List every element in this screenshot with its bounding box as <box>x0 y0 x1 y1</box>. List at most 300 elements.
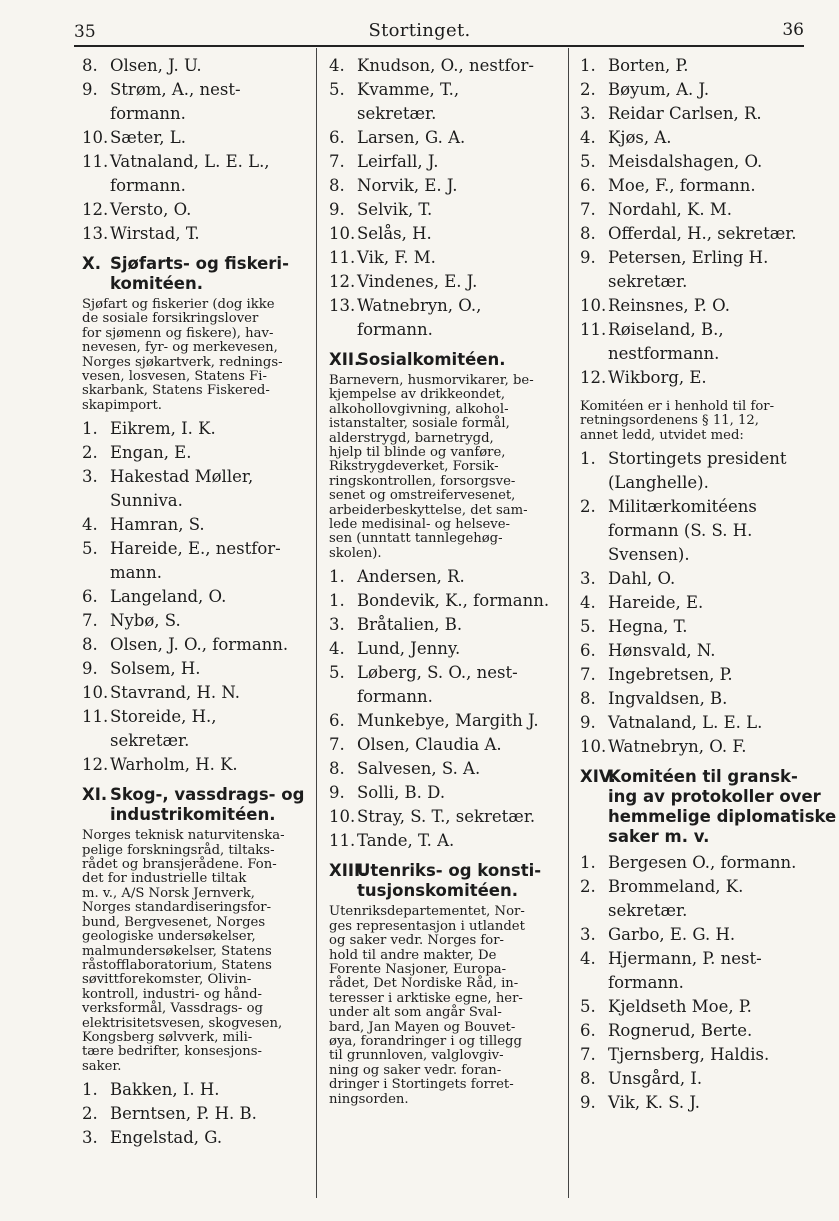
member-name: Wirstad, T. <box>110 224 200 243</box>
member-name: Larsen, G. A. <box>357 128 466 147</box>
item-number: 1. <box>580 56 596 75</box>
item-number: 12. <box>82 755 109 775</box>
text-line: ning og saker vedr. foran- <box>329 1062 502 1078</box>
column-2 <box>329 54 561 1111</box>
member-name: Bergesen O., formann. <box>608 853 797 873</box>
text-line: istanstalter, sosiale formål, <box>329 416 510 432</box>
item-number: 8. <box>329 176 345 195</box>
item-number: 7. <box>82 611 98 631</box>
member-name: Unsgård, I. <box>608 1069 703 1089</box>
list-item-continuation <box>82 561 310 585</box>
member-name: sekretær. <box>608 272 688 291</box>
list-item <box>82 54 310 78</box>
member-name: Stortingets president <box>608 449 787 469</box>
item-number: 8. <box>82 56 98 75</box>
text-line: lede medisinal- og helseve- <box>329 517 511 533</box>
list-item <box>329 294 561 318</box>
list-item-continuation <box>580 971 812 995</box>
text-line: m. v., A/S Norsk Jernverk, <box>82 885 255 901</box>
member-name: sekretær. <box>357 104 437 123</box>
list-item <box>580 687 812 711</box>
member-name: Reinsnes, P. O. <box>608 296 730 315</box>
member-name: Petersen, Erling H. <box>608 248 769 267</box>
list-item <box>580 174 812 198</box>
item-number: 4. <box>329 56 345 75</box>
item-number: 4. <box>580 128 596 147</box>
text-line: hjelp til blinde og vanføre, <box>329 445 506 461</box>
item-number: 5. <box>329 663 345 683</box>
item-number: 9. <box>580 1093 596 1113</box>
text-line: øya, forandringer i og tillegg <box>329 1033 522 1049</box>
member-name: Kvamme, T., <box>357 80 460 99</box>
member-name: Bondevik, K., formann. <box>357 591 550 611</box>
list-item <box>82 441 310 465</box>
list-item <box>580 1043 812 1067</box>
member-name: (Langhelle). <box>608 473 709 493</box>
page-header <box>0 0 839 44</box>
member-name: Ingvaldsen, B. <box>608 689 728 709</box>
list-item <box>82 609 310 633</box>
section-title <box>110 785 304 825</box>
member-name: formann. <box>357 320 433 339</box>
section-title-line: Sosialkomitéen. <box>357 350 506 369</box>
member-name: Tande, T. A. <box>357 831 455 851</box>
member-name: Bråtalien, B. <box>357 615 463 635</box>
column-divider-left <box>316 48 317 1198</box>
item-number: 1. <box>82 419 98 439</box>
list-item <box>580 995 812 1019</box>
item-number: 2. <box>82 443 98 463</box>
member-name: Lund, Jenny. <box>357 639 461 659</box>
member-name: Engan, E. <box>110 443 192 463</box>
member-name: Selås, H. <box>357 224 432 243</box>
item-number: 11. <box>329 831 356 851</box>
text-line: alkohollovgivning, alkohol- <box>329 401 509 417</box>
member-name: Leirfall, J. <box>357 152 439 171</box>
member-name: Reidar Carlsen, R. <box>608 104 762 123</box>
list-item <box>329 246 561 270</box>
list-item <box>329 733 561 757</box>
list-item <box>580 318 812 342</box>
item-number: 4. <box>82 515 98 535</box>
member-name: formann. <box>110 176 186 195</box>
section-title <box>608 767 836 847</box>
text-line: skolen). <box>329 545 382 561</box>
list-item <box>580 711 812 735</box>
list-item <box>82 1102 310 1126</box>
item-number: 8. <box>580 1069 596 1089</box>
list-item <box>580 78 812 102</box>
member-name: Hønsvald, N. <box>608 641 716 661</box>
item-number: 9. <box>82 659 98 679</box>
list-item <box>580 1067 812 1091</box>
list-item <box>329 222 561 246</box>
list-item <box>580 591 812 615</box>
text-line: de sosiale forsikringslover <box>82 311 259 327</box>
section-title-line: hemmelige diplomatiske <box>608 807 837 827</box>
member-name: Hareide, E., nestfor- <box>110 539 281 559</box>
item-number: 2. <box>580 877 596 897</box>
item-number: 11. <box>82 152 109 171</box>
member-name: Hegna, T. <box>608 617 688 637</box>
item-number: 13. <box>82 224 109 243</box>
item-number: 9. <box>329 783 345 803</box>
member-name: formann (S. S. H. <box>608 521 753 541</box>
member-name: Norvik, E. J. <box>357 176 458 195</box>
member-name: Hjermann, P. nest- <box>608 949 762 969</box>
item-number: 2. <box>82 1104 98 1124</box>
text-line: sen (unntatt tannlegehøg- <box>329 531 503 547</box>
list-item <box>580 294 812 318</box>
text-line: Forente Nasjoner, Europa- <box>329 961 507 977</box>
list-item <box>329 198 561 222</box>
text-line: Utenriksdepartementet, Nor- <box>329 904 525 920</box>
member-name: Engelstad, G. <box>110 1128 223 1148</box>
item-number: 6. <box>82 587 98 607</box>
section-number: X. <box>82 254 101 273</box>
member-name: Vik, K. S. J. <box>608 1093 700 1113</box>
item-number: 8. <box>82 635 98 655</box>
member-name: Nybø, S. <box>110 611 181 631</box>
text-line: og saker vedr. Norges for- <box>329 933 504 949</box>
list-item <box>82 513 310 537</box>
text-line: til grunnloven, valglovgiv- <box>329 1048 504 1064</box>
member-name: Wikborg, E. <box>608 368 707 387</box>
list-item-continuation <box>580 543 812 567</box>
text-line: Barnevern, husmorvikarer, be- <box>329 373 534 388</box>
list-item <box>82 537 310 561</box>
item-number: 4. <box>329 639 345 659</box>
text-line: pelige forskningsråd, tiltaks- <box>82 842 275 858</box>
item-number: 3. <box>580 104 596 123</box>
text-line: søvittforekomster, Olivin- <box>82 972 252 988</box>
text-line: elektrisitetsvesen, skogvesen, <box>82 1015 283 1031</box>
list-item-continuation <box>82 729 310 753</box>
list-item <box>329 150 561 174</box>
list-item <box>580 246 812 270</box>
text-line: under alt som angår Sval- <box>329 1005 502 1021</box>
list-item <box>580 875 812 899</box>
text-line: Rikstrygdeverket, Forsik- <box>329 459 499 475</box>
list-item <box>580 150 812 174</box>
section-title-line: tusjonskomitéen. <box>357 881 519 901</box>
member-name: Svensen). <box>608 545 690 565</box>
list-item <box>329 126 561 150</box>
list-item <box>82 585 310 609</box>
text-line: kjempelse av drikkeondet, <box>329 387 506 403</box>
member-name: Dahl, O. <box>608 569 676 589</box>
member-name: Brommeland, K. <box>608 877 744 897</box>
list-item <box>82 1078 310 1102</box>
member-name: sekretær. <box>608 901 688 921</box>
column-divider-right <box>568 48 569 1198</box>
list-item <box>82 465 310 489</box>
section-heading-xiii <box>329 861 561 901</box>
list-item <box>580 735 812 759</box>
member-name: Langeland, O. <box>110 587 227 607</box>
text-line: Sjøfart og fiskerier (dog ikke <box>82 297 275 312</box>
text-line: alderstrygd, barnetrygd, <box>329 430 494 446</box>
item-number: 10. <box>580 296 607 315</box>
item-number: 12. <box>329 272 356 291</box>
text-line: verksformål, Vassdrags- og <box>82 1001 263 1017</box>
list-item <box>82 222 310 246</box>
item-number: 12. <box>580 368 607 387</box>
member-name: Kjeldseth Moe, P. <box>608 997 752 1017</box>
list-item-continuation <box>580 270 812 294</box>
item-number: 11. <box>329 248 356 267</box>
list-item <box>82 150 310 174</box>
section-title-line: Skog-, vassdrags- og <box>110 785 305 805</box>
list-item <box>580 923 812 947</box>
member-name: Olsen, Claudia A. <box>357 735 502 755</box>
item-number: 1. <box>580 853 596 873</box>
list-item <box>580 495 812 519</box>
text-line: kontroll, industri- og hånd- <box>82 986 262 1002</box>
member-name: Watnebryn, O. F. <box>608 737 747 757</box>
list-item <box>329 805 561 829</box>
member-list <box>580 54 812 390</box>
list-item <box>580 615 812 639</box>
member-name: Salvesen, S. A. <box>357 759 481 779</box>
section-title-line: komitéen. <box>110 274 203 293</box>
section-title-line: Komitéen til gransk- <box>608 767 798 787</box>
item-number: 5. <box>580 617 596 637</box>
member-name: Militærkomitéens <box>608 497 757 517</box>
member-name: Warholm, H. K. <box>110 755 238 775</box>
item-number: 6. <box>580 1021 596 1041</box>
item-number: 1. <box>82 1080 98 1100</box>
member-name: Solli, B. D. <box>357 783 446 803</box>
item-number: 2. <box>580 497 596 517</box>
list-item <box>82 657 310 681</box>
member-name: Meisdalshagen, O. <box>608 152 763 171</box>
text-line: geologiske undersøkelser, <box>82 929 256 945</box>
item-number: 6. <box>580 176 596 195</box>
item-number: 11. <box>82 707 109 727</box>
item-number: 3. <box>329 615 345 635</box>
text-line: nevesen, fyr- og merkevesen, <box>82 340 278 356</box>
item-number: 3. <box>82 467 98 487</box>
member-name: Versto, O. <box>110 200 192 219</box>
list-item <box>580 663 812 687</box>
text-line: arbeiderbeskyttelse, det sam- <box>329 502 528 518</box>
list-item <box>329 613 561 637</box>
text-line: annet ledd, utvidet med: <box>580 427 744 443</box>
list-item <box>329 709 561 733</box>
member-name: sekretær. <box>110 731 190 751</box>
member-name: Selvik, T. <box>357 200 433 219</box>
list-item <box>82 78 310 102</box>
member-name: Sæter, L. <box>110 128 186 147</box>
member-name: Vik, F. M. <box>357 248 436 267</box>
section-number: XIV. <box>580 767 616 787</box>
text-line: rådet, Det Nordiske Råd, in- <box>329 976 519 992</box>
item-number: 7. <box>329 735 345 755</box>
member-list-xiv <box>580 851 812 1115</box>
section-description-xii <box>329 374 561 561</box>
text-line: ges representasjon i utlandet <box>329 918 525 934</box>
member-name: Hamran, S. <box>110 515 205 535</box>
member-name: formann. <box>110 104 186 123</box>
list-item <box>329 565 561 589</box>
list-item-continuation <box>580 471 812 495</box>
list-item-continuation <box>82 489 310 513</box>
member-name: Stray, S. T., sekretær. <box>357 807 536 827</box>
text-line: retningsordenens § 11, 12, <box>580 413 759 429</box>
text-line: skapimport. <box>82 397 162 413</box>
list-item-continuation <box>329 102 561 126</box>
list-item <box>580 851 812 875</box>
member-name: Watnebryn, O., <box>357 296 482 315</box>
list-item <box>580 1091 812 1115</box>
section-number: XI. <box>82 785 108 805</box>
member-list <box>329 54 561 342</box>
section-title <box>110 254 289 294</box>
text-line: ningsorden. <box>329 1091 409 1107</box>
list-item <box>580 222 812 246</box>
item-number: 4. <box>580 949 596 969</box>
item-number: 10. <box>329 224 356 243</box>
member-name: mann. <box>110 563 162 583</box>
section-heading-xi <box>82 785 310 825</box>
list-item <box>329 54 561 78</box>
section-heading-xii <box>329 350 561 370</box>
text-line: skarbank, Statens Fiskered- <box>82 383 270 399</box>
member-name: Vatnaland, L. E. L., <box>110 152 270 171</box>
list-item-continuation <box>82 174 310 198</box>
member-name: Olsen, J. O., formann. <box>110 635 289 655</box>
item-number: 5. <box>82 539 98 559</box>
item-number: 8. <box>580 689 596 709</box>
member-name: Offerdal, H., sekretær. <box>608 224 797 243</box>
item-number: 1. <box>329 591 345 611</box>
text-line: dringer i Stortingets forret- <box>329 1077 514 1093</box>
member-name: Sunniva. <box>110 491 183 511</box>
item-number: 12. <box>82 200 109 219</box>
section-description-x <box>82 298 310 413</box>
section-title-line: industrikomitéen. <box>110 805 276 825</box>
text-line: senet og omstreifervesenet, <box>329 488 516 504</box>
text-line: vesen, losvesen, Statens Fi- <box>82 369 267 385</box>
item-number: 10. <box>82 128 109 147</box>
section-number: XIII. <box>329 861 367 881</box>
text-line: bard, Jan Mayen og Bouvet- <box>329 1019 516 1035</box>
text-line: teresser i arktiske egne, her- <box>329 990 523 1006</box>
list-item <box>580 447 812 471</box>
text-line: Komitéen er i henhold til for- <box>580 399 775 414</box>
list-item-continuation <box>329 318 561 342</box>
member-list-extended <box>580 447 812 759</box>
item-number: 9. <box>329 200 345 219</box>
member-list-xii <box>329 565 561 853</box>
member-name: Stavrand, H. N. <box>110 683 241 703</box>
member-list-x <box>82 417 310 777</box>
item-number: 7. <box>329 152 345 171</box>
column-1 <box>82 54 310 1150</box>
text-line: Norges sjøkartverk, rednings- <box>82 354 283 370</box>
page-number-right: 36 <box>782 20 804 40</box>
column-3 <box>580 54 837 1115</box>
item-number: 5. <box>580 997 596 1017</box>
list-item <box>329 270 561 294</box>
member-name: Hareide, E. <box>608 593 704 613</box>
item-number: 5. <box>329 80 345 99</box>
member-name: nestformann. <box>608 344 720 363</box>
member-name: Løberg, S. O., nest- <box>357 663 518 683</box>
member-name: Kjøs, A. <box>608 128 672 147</box>
member-name: Knudson, O., nestfor- <box>357 56 534 75</box>
item-number: 13. <box>329 296 356 315</box>
committee-note <box>580 400 812 443</box>
item-number: 10. <box>580 737 607 757</box>
item-number: 9. <box>580 248 596 267</box>
member-name: Moe, F., formann. <box>608 176 756 195</box>
section-title <box>357 350 505 370</box>
section-title-line: saker m. v. <box>608 827 710 847</box>
list-item <box>82 633 310 657</box>
member-list-xi <box>82 1078 310 1150</box>
member-name: Solsem, H. <box>110 659 201 679</box>
section-title-line: Utenriks- og konsti- <box>357 861 542 881</box>
item-number: 7. <box>580 1045 596 1065</box>
list-item-continuation <box>580 899 812 923</box>
item-number: 9. <box>580 713 596 733</box>
text-line: Kongsberg sølvverk, mili- <box>82 1029 253 1045</box>
member-name: Storeide, H., <box>110 707 217 727</box>
member-name: Bøyum, A. J. <box>608 80 710 99</box>
member-name: Røiseland, B., <box>608 320 724 339</box>
text-line: tære bedrifter, konsesjons- <box>82 1044 262 1060</box>
item-number: 1. <box>580 449 596 469</box>
item-number: 2. <box>580 80 596 99</box>
list-item <box>329 757 561 781</box>
section-description-xi <box>82 829 310 1074</box>
text-line: malmundersøkelser, Statens <box>82 943 272 959</box>
member-name: Vatnaland, L. E. L. <box>608 713 763 733</box>
text-line: det for industrielle tiltak <box>82 871 247 887</box>
list-item-continuation <box>329 685 561 709</box>
list-item <box>580 54 812 78</box>
list-item <box>82 417 310 441</box>
list-item <box>580 567 812 591</box>
member-name: Nordahl, K. M. <box>608 200 733 219</box>
text-line: Norges teknisk naturvitenska- <box>82 828 285 844</box>
list-item <box>329 661 561 685</box>
item-number: 10. <box>329 807 356 827</box>
member-name: formann. <box>357 687 433 707</box>
text-line: ringskontrollen, forsorgsve- <box>329 473 516 489</box>
item-number: 9. <box>82 80 98 99</box>
text-line: saker. <box>82 1058 122 1074</box>
item-number: 11. <box>580 320 607 339</box>
list-item <box>82 681 310 705</box>
item-number: 8. <box>580 224 596 243</box>
text-line: bund, Bergvesenet, Norges <box>82 914 266 930</box>
member-name: Strøm, A., nest- <box>110 80 241 99</box>
item-number: 3. <box>82 1128 98 1148</box>
list-item <box>580 1019 812 1043</box>
section-number: XII. <box>329 350 361 369</box>
list-item <box>82 198 310 222</box>
section-title <box>357 861 541 901</box>
item-number: 8. <box>329 759 345 779</box>
item-number: 3. <box>580 925 596 945</box>
list-item <box>329 78 561 102</box>
member-name: Bakken, I. H. <box>110 1080 220 1100</box>
list-item <box>329 781 561 805</box>
item-number: 6. <box>329 128 345 147</box>
